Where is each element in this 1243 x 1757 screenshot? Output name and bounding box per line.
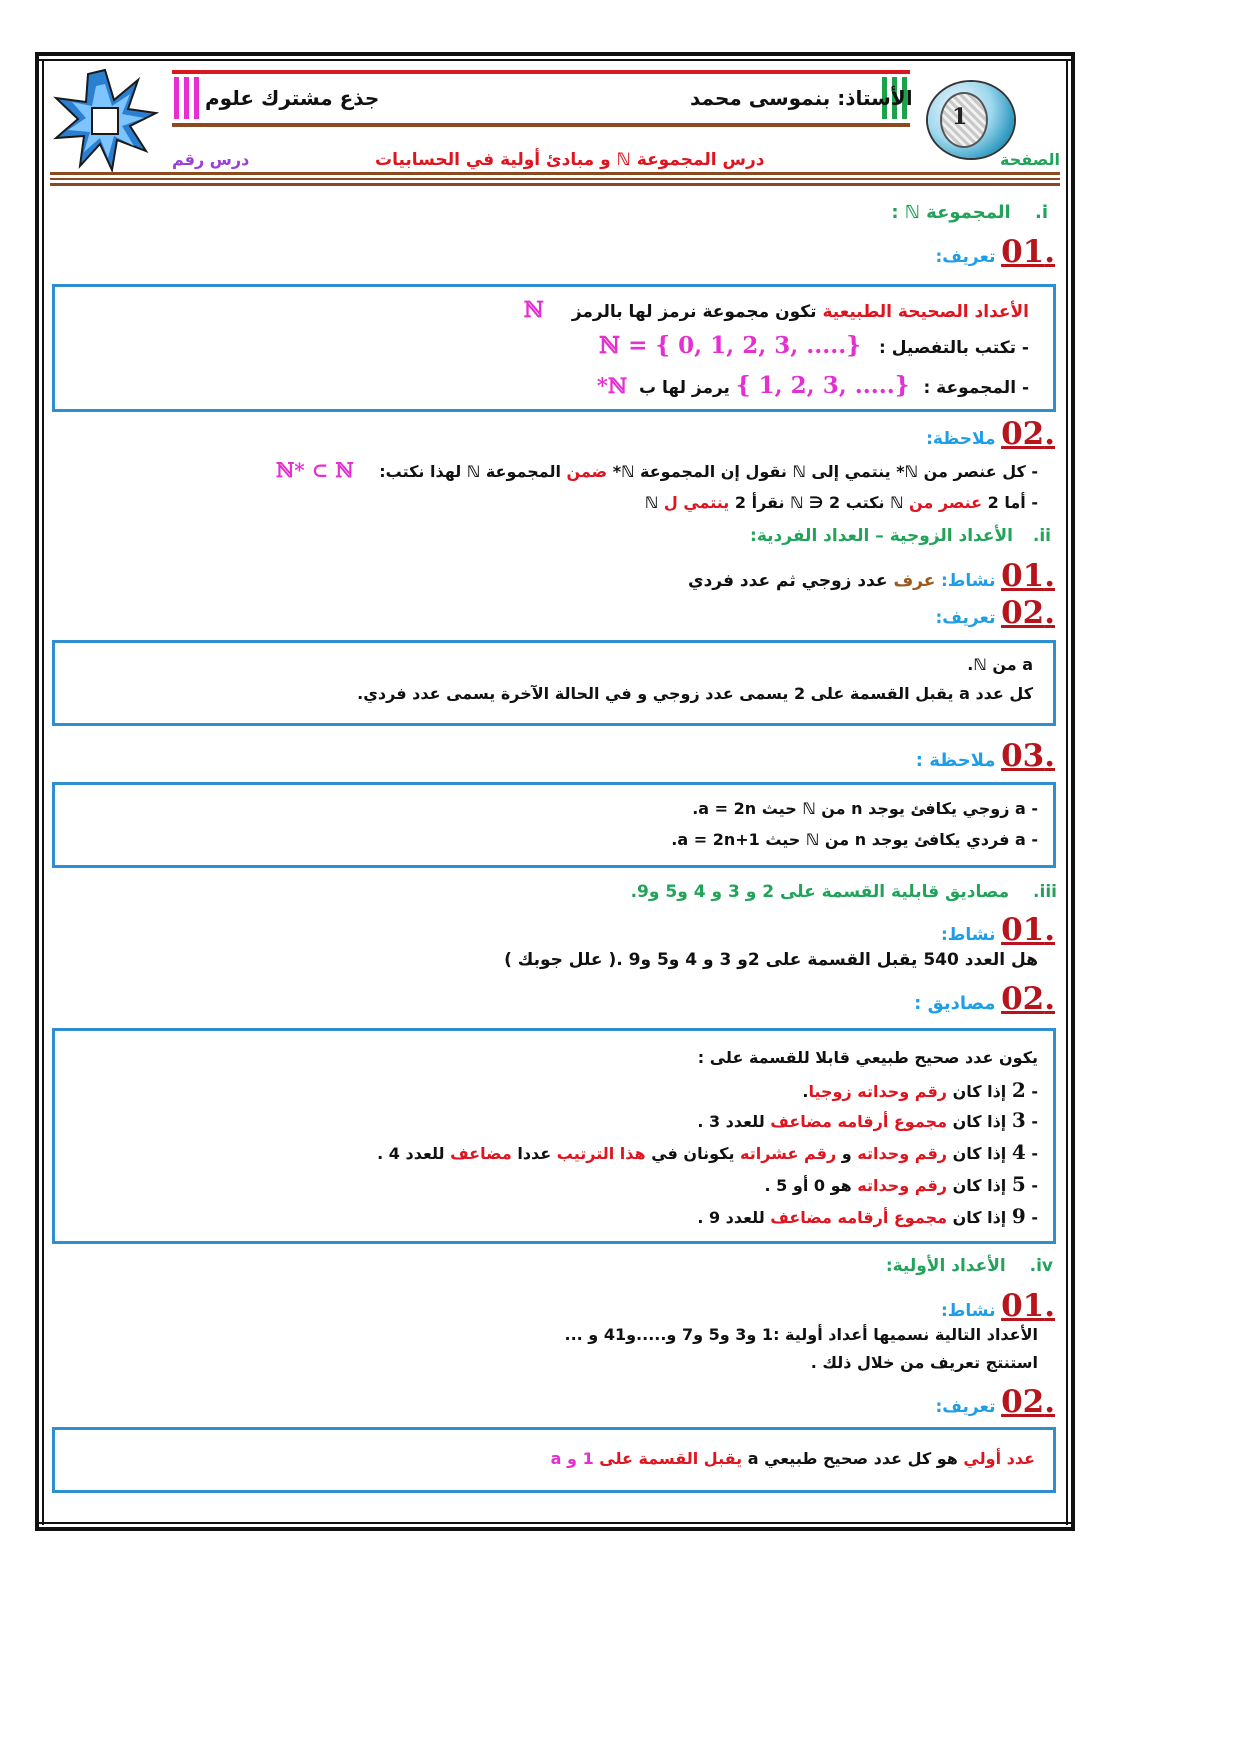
section-iii-title: مصاديق قابلية القسمة على 2 و 3 و 4 و5 و9. <box>630 882 1010 902</box>
sec1-def-label: تعريف: <box>935 247 996 267</box>
section-ii-heading <box>750 526 1051 546</box>
section-iv-heading <box>886 1256 1053 1276</box>
sec1-note2-c: ℕ <box>644 493 664 512</box>
sec4-box-mid: هو كل عدد صحيح طبيعي a <box>742 1449 964 1468</box>
sec1-note-heading <box>926 416 1055 452</box>
criteria-divisor: 2 <box>1011 1078 1026 1102</box>
magenta-bars-decor <box>174 77 200 119</box>
sec3-criteria-heading <box>914 981 1055 1017</box>
criteria-text: و <box>836 1144 858 1163</box>
page-label: الصفحة <box>1000 150 1061 169</box>
sec3-crit-label: مصاديق : <box>914 993 996 1014</box>
sec1-note2-red2: ينتمي ل <box>663 493 730 512</box>
criteria-dash: - <box>1025 1144 1038 1163</box>
sec4-activity-line2: استنتج تعريف من خلال ذلك . <box>810 1353 1038 1372</box>
criteria-highlight: رقم وحداته <box>857 1144 947 1163</box>
sec2-note-label: ملاحظة : <box>915 750 996 771</box>
criteria-highlight: رقم وحداته <box>857 1176 947 1195</box>
criteria-text: إذا كان <box>947 1208 1012 1227</box>
header-separator-1 <box>50 172 1060 175</box>
sec1-definition-heading <box>936 234 1056 270</box>
subject-label: جذع مشترك علوم <box>205 86 380 110</box>
header-separator-3 <box>50 183 1060 186</box>
header-separator-2 <box>50 178 1060 180</box>
criteria-text: . <box>802 1082 809 1101</box>
criteria-highlight: مجموع أرقامه مضاعف <box>770 1208 947 1227</box>
criteria-divisor: 9 <box>1011 1204 1026 1228</box>
sec2-def-num: .02 <box>1001 595 1055 631</box>
sec2-box-line2: كل عدد a يقبل القسمة على 2 يسمى عدد زوجي و في الحالة الآخرة يسمى عدد فردي. <box>357 684 1033 703</box>
sec1-box-line3-text: يرمز لها ب <box>638 378 736 398</box>
sec1-note-label: ملاحظة: <box>926 429 996 449</box>
section-iii-heading <box>631 882 1057 902</box>
header-top-red-line <box>172 70 910 74</box>
section-i-title: المجموعة ℕ : <box>891 202 1011 223</box>
criteria-text: إذا كان <box>947 1112 1012 1131</box>
criteria-dash: - <box>1025 1176 1038 1195</box>
natural-numbers-term: الأعداد الصحيحة الطبيعية <box>822 302 1029 322</box>
criteria-highlight: مجموع أرقامه مضاعف <box>770 1112 947 1131</box>
sec4-act-num: .01 <box>1001 1288 1055 1324</box>
sec2-definition-box <box>52 640 1056 726</box>
sec1-box-line2-label: - تكتب بالتفصيل : <box>878 338 1029 358</box>
criteria-divisor: 3 <box>1011 1108 1026 1132</box>
frame-top-line-1 <box>35 52 1075 56</box>
sec3-box-intro: يكون عدد صحيح طبيعي قابلا للقسمة على : <box>697 1048 1038 1067</box>
header-brown-line <box>172 123 910 127</box>
lesson-number-label: درس رقم <box>172 150 250 169</box>
section-i-num: i. <box>1034 202 1048 223</box>
star-logo-icon <box>50 66 160 176</box>
sec3-act-label: نشاط: <box>940 925 996 945</box>
criteria-text: إذا كان <box>947 1082 1012 1101</box>
sec2-activity <box>688 558 1055 594</box>
sec4-activity-heading <box>941 1288 1055 1324</box>
sec1-note-num: .02 <box>1001 416 1055 452</box>
sec1-note1-red: ضمن <box>566 462 608 481</box>
frame-bottom-line-2 <box>35 1527 1075 1531</box>
frame-bottom-line-1 <box>35 1522 1075 1524</box>
criteria-text: للعدد 4 . <box>377 1144 451 1163</box>
section-iii-num: iii. <box>1033 882 1057 902</box>
criteria-text: للعدد 9 . <box>697 1208 771 1227</box>
set-n-star-extension: { 1, 2, 3, .....} <box>735 372 910 399</box>
sec2-act-text: عدد زوجي ثم عدد فردي <box>688 571 894 591</box>
sec2-note-line2: - a فردي يكافئ يوجد n من ℕ حيث a = 2n+1. <box>671 830 1038 849</box>
inclusion-formula: ℕ* ⊂ ℕ <box>275 458 354 482</box>
criteria-item-9 <box>697 1204 1038 1228</box>
sec1-def-num: .01 <box>1001 234 1055 270</box>
sec2-box-line1: a من ℕ. <box>967 655 1033 674</box>
sec2-act-num: .01 <box>1001 558 1055 594</box>
criteria-text: إذا كان <box>947 1144 1012 1163</box>
sec4-box-line <box>551 1449 1035 1468</box>
sec1-note2-b: ℕ نكتب ℕ ∋ 2 نقرأ 2 <box>729 493 910 512</box>
sec1-note1-b: المجموعة ℕ لهذا نكتب: <box>379 462 567 481</box>
set-n-extension: ℕ = { 0, 1, 2, 3, .....} <box>599 332 862 359</box>
sec1-note2-red1: عنصر من <box>909 493 983 512</box>
sec2-act-label: نشاط: <box>940 571 996 591</box>
criteria-highlight: رقم وحداته زوجيا <box>808 1082 947 1101</box>
criteria-highlight: رقم عشراته <box>740 1144 837 1163</box>
sec4-activity-line1: الأعداد التالية نسميها أعداد أولية :1 و3 و5 و7 و.....و41 و ... <box>564 1325 1038 1344</box>
sec3-act-num: .01 <box>1001 912 1055 948</box>
criteria-item-3 <box>697 1108 1038 1132</box>
page-number-badge <box>928 82 1014 158</box>
set-n-symbol: ℕ <box>523 297 544 323</box>
criteria-highlight: هذا الترتيب <box>556 1144 646 1163</box>
set-n-star-symbol: ℕ* <box>596 373 628 398</box>
criteria-item-2 <box>802 1078 1038 1102</box>
section-iv-title: الأعداد الأولية: <box>885 1256 1006 1276</box>
sec3-crit-num: .02 <box>1001 981 1055 1017</box>
criteria-dash: - <box>1025 1208 1038 1227</box>
sec4-act-label: نشاط: <box>940 1301 996 1321</box>
teacher-name: الأستاذ: بنموسى محمد <box>690 86 913 110</box>
sec2-note-line1: - a زوجي يكافئ يوجد n من ℕ حيث a = 2n. <box>692 799 1038 818</box>
criteria-item-5 <box>765 1172 1039 1196</box>
criteria-text: هو 0 أو 5 . <box>764 1176 858 1195</box>
frame-left-line-1 <box>35 52 39 1531</box>
section-iv-num: iv. <box>1029 1256 1053 1276</box>
sec2-note-heading <box>916 738 1055 774</box>
frame-right-line-2 <box>1071 52 1075 1531</box>
page-number: 1 <box>952 104 968 130</box>
sec1-box-line2 <box>599 332 1029 359</box>
criteria-dash: - <box>1025 1112 1038 1131</box>
criteria-item-4 <box>377 1140 1038 1164</box>
sec4-box-red2: يقبل القسمة على <box>599 1449 743 1468</box>
sec1-note1-a: - كل عنصر من ℕ* ينتمي إلى ℕ نقول إن المجموعة ℕ* <box>607 462 1038 481</box>
section-i-heading <box>891 202 1048 223</box>
sec1-box-line1 <box>524 297 1029 323</box>
criteria-text: إذا كان <box>947 1176 1012 1195</box>
sec2-definition-heading <box>936 595 1056 631</box>
lesson-title: درس المجموعة ℕ و مبادئ أولية في الحسابيات <box>375 150 765 170</box>
sec1-note2-a: - أما 2 <box>982 493 1038 512</box>
criteria-dash: - <box>1025 1082 1038 1101</box>
frame-right-line-1 <box>1066 59 1068 1525</box>
criteria-text: يكونان في <box>645 1144 741 1163</box>
sec2-note-box <box>52 782 1056 868</box>
sec2-def-label: تعريف: <box>935 608 996 628</box>
frame-top-line-2 <box>35 59 1075 61</box>
sec4-def-num: .02 <box>1001 1384 1055 1420</box>
section-ii-title: الأعداد الزوجية – العداد الفردية: <box>750 526 1013 546</box>
sec1-note-line1 <box>276 458 1038 482</box>
section-ii-num: ii. <box>1032 526 1051 546</box>
sec2-act-brown: عرف <box>893 571 936 591</box>
criteria-highlight: مضاعف <box>450 1144 512 1163</box>
sec4-definition-heading <box>936 1384 1056 1420</box>
criteria-text: للعدد 3 . <box>697 1112 771 1131</box>
sec1-box-line3 <box>597 372 1029 399</box>
sec3-activity-heading <box>941 912 1055 948</box>
sec4-box-end: 1 و a <box>550 1449 600 1468</box>
sec1-box-line3-label: - المجموعة : <box>923 378 1029 398</box>
sec1-box-line1-text: تكون مجموعة نرمز لها بالرمز <box>571 302 823 322</box>
frame-left-line-2 <box>42 59 44 1525</box>
criteria-divisor: 4 <box>1011 1140 1026 1164</box>
sec1-note-line2 <box>645 493 1038 512</box>
criteria-text: عددا <box>511 1144 557 1163</box>
sec4-def-label: تعريف: <box>935 1397 996 1417</box>
sec2-note-num: .03 <box>1001 738 1055 774</box>
criteria-divisor: 5 <box>1011 1172 1026 1196</box>
prime-number-term: عدد أولي <box>963 1449 1035 1468</box>
sec3-activity-text: هل العدد 540 يقبل القسمة على 2و 3 و 4 و5 و9 .( علل جوبك ) <box>504 950 1038 970</box>
